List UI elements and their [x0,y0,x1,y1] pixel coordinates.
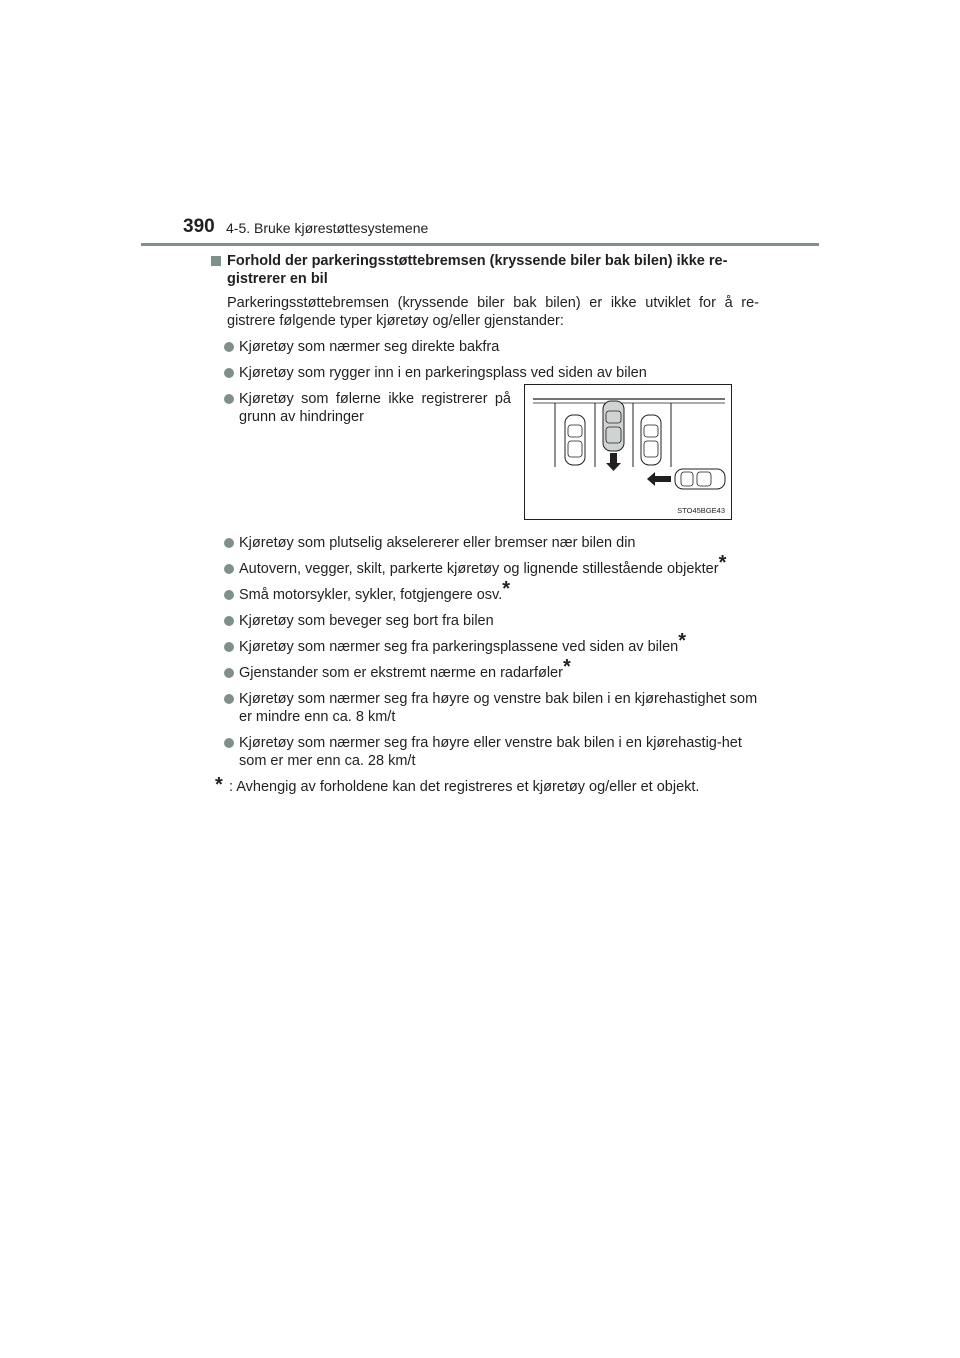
list-item-text: Kjøretøy som beveger seg bort fra bilen [239,613,494,629]
footnote-mark: * [215,774,223,796]
list-item-text: Kjøretøy som plutselig akselererer eller bremser nær bilen din [239,535,636,551]
bullet-dot-icon [224,616,234,626]
footnote [211,774,759,796]
intro-paragraph: Parkeringsstøttebremsen (kryssende biler bak bilen) er ikke utviklet for å re-gistrere følgende typer kjøretøy og/eller gjenstander: [227,295,759,329]
header-rule [141,243,819,246]
parking-lot-diagram [525,385,733,521]
parked-car-icon [641,415,661,465]
list-item-text: Gjenstander som er ekstremt nærme en radarføler [239,665,563,681]
heading-text: Forhold der parkeringsstøttebremsen (kryssende biler bak bilen) ikke re-gistrerer en bil [227,253,728,287]
list-item [211,656,759,682]
approaching-car-icon [675,469,725,489]
bullet-dot-icon [224,590,234,600]
list-item-text: Autovern, vegger, skilt, parkerte kjøretøy og lignende stillestående objekter [239,561,719,577]
bullet-dot-icon [224,342,234,352]
bullet-dot-icon [224,738,234,748]
asterisk-mark: * [502,578,511,600]
footnote-text: : Avhengig av forholdene kan det registreres et kjøretøy og/eller et objekt. [229,779,700,795]
square-bullet-icon [211,256,221,266]
list-item [211,734,759,770]
parked-car-icon [565,415,585,465]
figure-code: STO45BGE43 [677,506,725,515]
list-item [211,630,759,656]
list-item [211,390,511,526]
list-item-text: Kjøretøy som nærmer seg fra høyre og venstre bak bilen i en kjørehastighet som er mindre enn ca. 8 km/t [239,691,758,725]
list-item [211,552,759,578]
list-item-text: Kjøretøy som nærmer seg direkte bakfra [239,339,500,355]
list-item [211,534,759,552]
list-item [211,612,759,630]
arrow-down-icon [606,453,621,471]
asterisk-mark: * [678,630,687,652]
list-item [211,364,759,382]
list-item-text: Kjøretøy som nærmer seg fra parkeringsplassene ved siden av bilen [239,639,679,655]
list-item-text: Kjøretøy som følerne ikke registrerer på grunn av hindringer [239,391,511,425]
bullet-dot-icon [224,694,234,704]
section-title: 4-5. Bruke kjørestøttesystemene [226,220,429,236]
list-item [211,690,759,726]
asterisk-mark: * [718,552,727,574]
section-heading [211,252,759,288]
list-item [211,338,759,356]
list-item-text: Små motorsykler, sykler, fotgjengere osv. [239,587,503,603]
parking-illustration [524,384,732,520]
page-number: 390 [183,216,215,237]
own-car-icon [603,401,624,451]
arrow-left-icon [647,472,671,486]
bullet-dot-icon [224,668,234,678]
main-content [211,252,759,796]
list-item-text: Kjøretøy som rygger inn i en parkeringsplass ved siden av bilen [239,365,647,381]
bullet-dot-icon [224,394,234,404]
list-item-text: Kjøretøy som nærmer seg fra høyre eller venstre bak bilen i en kjørehastig-het som er mer enn ca. 28 km/t [239,735,742,769]
bullet-dot-icon [224,564,234,574]
list-item [211,578,759,604]
bullet-dot-icon [224,642,234,652]
bullet-dot-icon [224,538,234,548]
bullet-dot-icon [224,368,234,378]
asterisk-mark: * [562,656,571,678]
